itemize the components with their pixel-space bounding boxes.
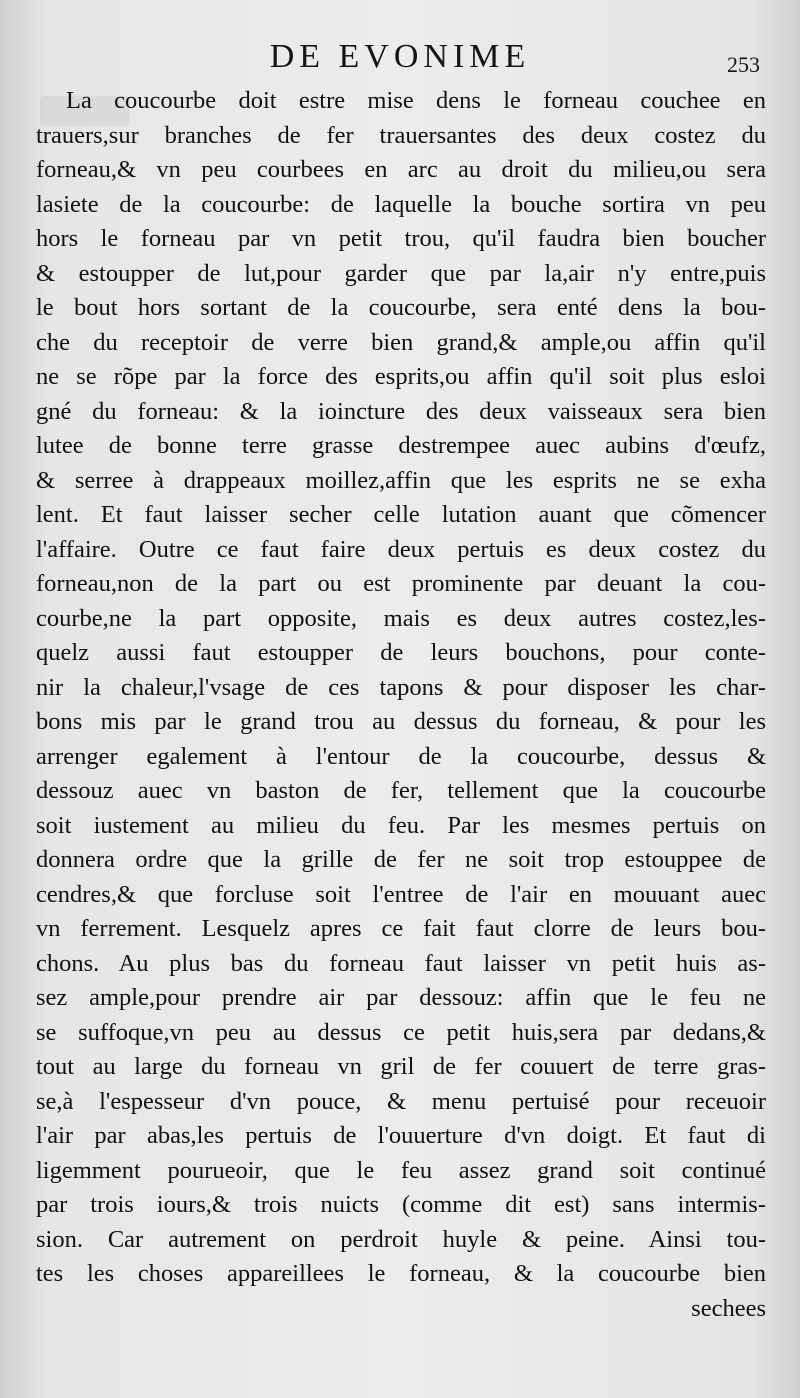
text-line: & serree à drappeaux moillez,affin que les esprits ne se exha (36, 466, 766, 494)
text-line: cendres,& que forcluse soit l'entree de l'air en mouuant auec (36, 880, 766, 908)
running-head: DE EVONIME (269, 38, 531, 75)
text-line: forneau,& vn peu courbees en arc au droit du milieu,ou sera (36, 156, 766, 183)
text-line: nir la chaleur,l'vsage de ces tapons & pour disposer les char- (36, 673, 766, 701)
text-line: vn ferrement. Lesquelz apres ce fait faut clorre de leurs bou- (36, 915, 766, 942)
text-line: ne se rõpe par la force des esprits,ou affin qu'il soit plus esloi (36, 363, 766, 390)
text-line: lasiete de la coucourbe: de laquelle la bouche sortira vn peu (36, 190, 766, 218)
text-line: par trois iours,& trois nuicts (comme dit est) sans intermis- (36, 1191, 766, 1218)
page-number: 253 (727, 52, 760, 77)
text-line: lent. Et faut laisser secher celle lutation auant que cõmencer (36, 501, 766, 528)
text-line: tes les choses appareillees le forneau, & la coucourbe bien (36, 1260, 766, 1287)
text-line: dessouz auec vn baston de fer, tellement que la coucourbe (36, 777, 766, 804)
text-line: sion. Car autrement on perdroit huyle & peine. Ainsi tou- (36, 1225, 766, 1253)
catchword: sechees (691, 1294, 766, 1322)
text-line: se,à l'espesseur d'vn pouce, & menu pertuisé pour receuoir (36, 1087, 766, 1115)
text-line: l'air par abas,les pertuis de l'ouuerture d'vn doigt. Et faut di (36, 1122, 766, 1149)
text-line: l'affaire. Outre ce faut faire deux pertuis es deux costez du (36, 535, 766, 563)
body-text (36, 84, 766, 1326)
text-line: tout au large du forneau vn gril de fer couuert de terre gras- (36, 1053, 766, 1080)
text-line: bons mis par le grand trou au dessus du forneau, & pour les (36, 708, 766, 735)
text-line: arrenger egalement à l'entour de la coucourbe, dessus & (36, 742, 766, 770)
text-line: forneau,non de la part ou est prominente par deuant la cou- (36, 570, 766, 597)
text-line: sez ample,pour prendre air par dessouz: affin que le feu ne (36, 984, 766, 1011)
text-line: ligemment pourueoir, que le feu assez grand soit continué (36, 1156, 766, 1184)
text-line: che du receptoir de verre bien grand,& ample,ou affin qu'il (36, 328, 766, 356)
text-line: chons. Au plus bas du forneau faut laisser vn petit huis as- (36, 949, 766, 977)
text-line: gné du forneau: & la ioincture des deux vaisseaux sera bien (36, 397, 766, 425)
text-line: trauers,sur branches de fer trauersantes des deux costez du (36, 121, 766, 149)
text-line: donnera ordre que la grille de fer ne soit trop estouppee de (36, 846, 766, 873)
text-line: courbe,ne la part opposite, mais es deux autres costez,les- (36, 604, 766, 632)
text-line: hors le forneau par vn petit trou, qu'il faudra bien boucher (36, 225, 766, 252)
text-line: quelz aussi faut estoupper de leurs bouchons, pour conte- (36, 639, 766, 666)
text-line: La coucourbe doit estre mise dens le forneau couchee en (66, 87, 766, 114)
text-line: se suffoque,vn peu au dessus ce petit huis,sera par dedans,& (36, 1018, 766, 1046)
text-line: soit iustement au milieu du feu. Par les mesmes pertuis on (36, 811, 766, 839)
text-line: le bout hors sortant de la coucourbe, sera enté dens la bou- (36, 294, 766, 321)
text-line: & estoupper de lut,pour garder que par la,air n'y entre,puis (36, 259, 766, 287)
text-line: lutee de bonne terre grasse destrempee auec aubins d'œufz, (36, 432, 766, 459)
